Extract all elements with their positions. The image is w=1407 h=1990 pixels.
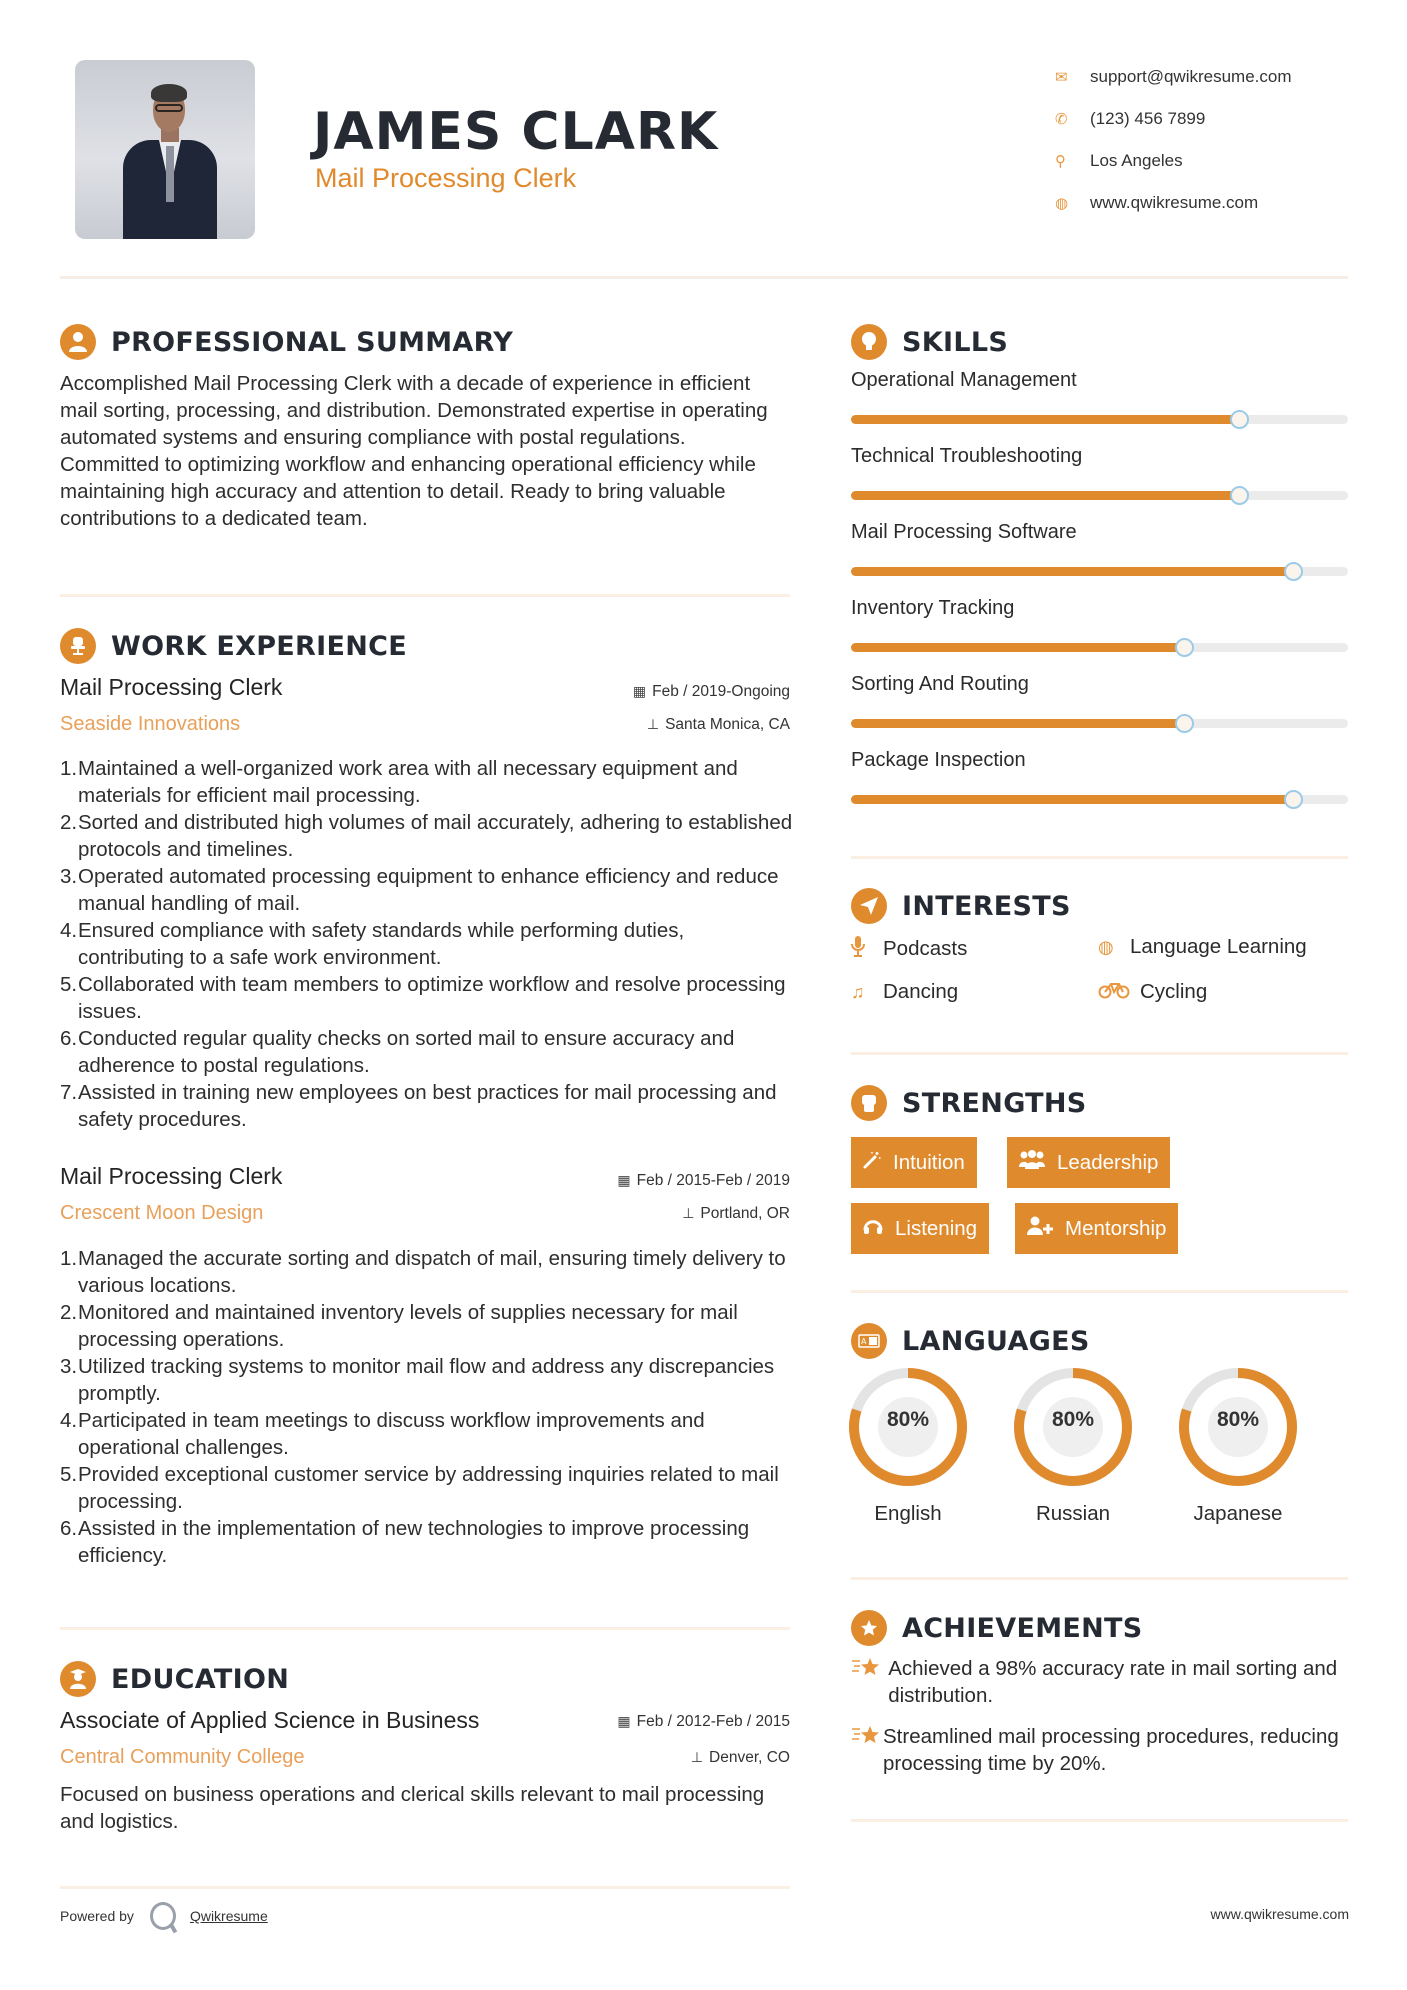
experience-heading	[60, 628, 407, 664]
section-divider	[851, 1819, 1348, 1822]
education-dates-value: Feb / 2012-Feb / 2015	[636, 1713, 790, 1730]
skill-slider-fill	[851, 567, 1293, 576]
headphones-icon	[863, 1217, 883, 1240]
skill-label: Mail Processing Software	[851, 521, 1077, 543]
languages-heading	[851, 1323, 1090, 1359]
duty-text: Participated in team meetings to discuss workflow improvements and operational challenges.	[78, 1409, 705, 1459]
language-percent: 80%	[886, 1408, 930, 1431]
skill-item	[851, 445, 1348, 500]
achievement-text: Achieved a 98% accuracy rate in mail sorting and distribution.	[888, 1657, 1338, 1707]
interest-item	[1098, 980, 1207, 1004]
skill-slider-fill	[851, 643, 1184, 652]
duty-number: 3.	[60, 865, 78, 888]
calendar-icon: ▦	[617, 1172, 631, 1188]
skill-slider-fill	[851, 719, 1184, 728]
section-divider	[851, 1290, 1348, 1293]
degree-title: Associate of Applied Science in Business	[60, 1707, 480, 1733]
interest-label: Language Learning	[1130, 935, 1307, 958]
achievement-item	[851, 1655, 1351, 1709]
skill-slider-track[interactable]	[851, 415, 1348, 424]
duty-number: 6.	[60, 1517, 78, 1540]
duty-number: 2.	[60, 811, 78, 834]
footer-website[interactable]: www.qwikresume.com	[1210, 1906, 1349, 1922]
calendar-icon: ▦	[617, 1713, 631, 1729]
experience-title: WORK EXPERIENCE	[111, 630, 407, 662]
job-location-value: Portland, OR	[700, 1205, 790, 1222]
job-dates	[633, 683, 790, 701]
interests-heading	[851, 888, 1071, 924]
language-item	[1012, 1366, 1134, 1526]
duty-item	[60, 1353, 795, 1407]
pushpin-icon: ⊥	[646, 716, 660, 732]
skill-slider-thumb[interactable]	[1175, 714, 1194, 733]
duty-text: Provided exceptional customer service by addressing inquiries related to mail processing.	[78, 1463, 779, 1513]
language-name: English	[874, 1502, 942, 1525]
duty-number: 1.	[60, 757, 78, 780]
user-plus-icon	[1027, 1216, 1053, 1241]
interest-item	[851, 935, 967, 962]
map-pin-icon: ⚲	[1055, 153, 1066, 170]
lightbulb-icon	[851, 324, 887, 360]
duty-item	[60, 1079, 795, 1133]
job-location-value: Santa Monica, CA	[665, 716, 790, 733]
language-item	[1177, 1366, 1299, 1526]
duty-text: Maintained a well-organized work area with all necessary equipment and materials for efficient mail processing.	[78, 757, 738, 807]
interest-label: Podcasts	[883, 936, 968, 960]
duty-item	[60, 1515, 795, 1569]
strength-chip	[851, 1137, 977, 1188]
section-divider	[851, 1577, 1348, 1580]
profile-photo	[75, 60, 255, 239]
duty-item	[60, 1245, 795, 1299]
summary-text: Accomplished Mail Processing Clerk with a decade of experience in efficient mail sorting, processing, and distribution. Demonstrated expertise in operating automated systems and ensuring compliance with postal regulations. Committed to optimizing workflow and enhancing operational efficiency while maintaining high accuracy and attention to detail. Ready to bring valuable contributions to a dedicated team.	[60, 372, 768, 530]
duty-item	[60, 1407, 795, 1461]
achievement-text: Streamlined mail processing procedures, reducing processing time by 20%.	[883, 1725, 1339, 1775]
skill-slider-track[interactable]	[851, 795, 1348, 804]
duty-text: Utilized tracking systems to monitor mail flow and address any discrepancies promptly.	[78, 1355, 775, 1405]
duty-item	[60, 1461, 795, 1515]
section-divider	[60, 1627, 790, 1630]
duty-text: Monitored and maintained inventory levels of supplies necessary for mail processing operations.	[78, 1301, 738, 1351]
contact-website[interactable]	[1055, 182, 1375, 224]
contact-phone	[1055, 98, 1375, 140]
qwikresume-link[interactable]: Qwikresume	[189, 1908, 268, 1924]
skill-item	[851, 749, 1348, 804]
strength-label: Mentorship	[1065, 1216, 1167, 1240]
skill-item	[851, 369, 1348, 424]
section-divider	[60, 594, 790, 597]
duty-number: 4.	[60, 1409, 78, 1432]
duty-text: Managed the accurate sorting and dispatch of mail, ensuring timely delivery to various locations.	[78, 1247, 786, 1297]
magic-wand-icon	[863, 1151, 881, 1174]
interest-item	[851, 980, 958, 1004]
contact-email-value[interactable]: support@qwikresume.com	[1090, 67, 1292, 86]
language-item	[847, 1366, 969, 1526]
duty-text: Assisted in the implementation of new technologies to improve processing efficiency.	[78, 1517, 750, 1567]
achievement-item	[851, 1723, 1351, 1777]
language-icon	[851, 1323, 887, 1359]
pushpin-icon: ⊥	[690, 1749, 704, 1765]
duty-item	[60, 1299, 795, 1353]
powered-by-label: Powered by	[60, 1908, 134, 1924]
duty-item	[60, 917, 795, 971]
globe-icon: ◍	[1055, 195, 1069, 212]
contact-location-value: Los Angeles	[1090, 151, 1183, 170]
duty-item	[60, 863, 795, 917]
chair-icon	[60, 628, 96, 664]
header-divider	[60, 276, 1348, 279]
education-location-value: Denver, CO	[709, 1749, 790, 1766]
footer-powered-by	[60, 1902, 268, 1930]
section-divider	[851, 856, 1348, 859]
photo-glasses	[155, 104, 183, 112]
strength-label: Leadership	[1057, 1150, 1159, 1174]
calendar-icon: ▦	[632, 683, 647, 699]
education-title: EDUCATION	[111, 1663, 290, 1695]
duty-number: 6.	[60, 1027, 78, 1050]
photo-tie	[166, 146, 174, 202]
strength-chip	[1007, 1137, 1170, 1188]
svg-text:A: A	[861, 1337, 867, 1346]
interests-title: INTERESTS	[902, 890, 1071, 922]
education-dates	[617, 1713, 790, 1731]
skill-slider-thumb[interactable]	[1175, 638, 1194, 657]
skill-label: Inventory Tracking	[851, 597, 1015, 619]
contact-email[interactable]	[1055, 56, 1375, 98]
language-name: Russian	[1035, 1502, 1111, 1525]
skill-item	[851, 673, 1348, 728]
skill-slider-track[interactable]	[851, 567, 1348, 576]
candidate-name: JAMES CLARK	[313, 102, 719, 162]
skills-title: SKILLS	[902, 326, 1009, 358]
summary-heading	[60, 324, 513, 360]
education-description: Focused on business operations and clerical skills relevant to mail processing and logistics.	[60, 1783, 765, 1833]
interest-label: Cycling	[1140, 980, 1208, 1003]
skill-label: Package Inspection	[851, 749, 1026, 771]
duty-item	[60, 755, 795, 809]
school-name: Central Community College	[60, 1746, 305, 1768]
strengths-heading	[851, 1085, 1087, 1121]
skill-label: Sorting And Routing	[851, 673, 1029, 695]
interest-label: Dancing	[883, 980, 959, 1003]
skill-slider-track[interactable]	[851, 491, 1348, 500]
duty-number: 4.	[60, 919, 78, 942]
duty-number: 3.	[60, 1355, 78, 1378]
duty-number: 5.	[60, 973, 78, 996]
duty-item	[60, 971, 795, 1025]
phone-icon: ✆	[1055, 111, 1068, 128]
pushpin-icon: ⊥	[682, 1205, 695, 1221]
duty-item	[60, 1025, 795, 1079]
languages-title: LANGUAGES	[902, 1325, 1090, 1357]
job-location	[682, 1205, 790, 1223]
language-percent: 80%	[1051, 1408, 1095, 1431]
paper-plane-icon	[851, 888, 887, 924]
education-heading	[60, 1661, 289, 1697]
job-title: Mail Processing Clerk	[60, 1163, 283, 1189]
job-duties	[60, 1245, 795, 1569]
skills-heading	[851, 324, 1008, 360]
skill-slider-thumb[interactable]	[1284, 790, 1303, 809]
contact-phone-value: (123) 456 7899	[1090, 109, 1206, 128]
duty-text: Assisted in training new employees on best practices for mail processing and safety procedures.	[78, 1081, 777, 1131]
star-badge-icon	[851, 1610, 887, 1646]
skill-slider-track[interactable]	[851, 643, 1348, 652]
bicycle-icon	[1098, 981, 1140, 1004]
job-dates-value: Feb / 2015-Feb / 2019	[636, 1172, 790, 1189]
music-icon: ♫	[851, 981, 865, 1002]
skill-slider-fill	[851, 491, 1239, 500]
skill-item	[851, 597, 1348, 652]
section-divider	[851, 1052, 1348, 1055]
skill-slider-thumb[interactable]	[1230, 410, 1249, 429]
skill-slider-fill	[851, 795, 1293, 804]
skill-slider-thumb[interactable]	[1284, 562, 1303, 581]
job-title: Mail Processing Clerk	[60, 674, 283, 700]
education-location	[691, 1749, 790, 1767]
job-location	[647, 716, 790, 734]
job-company: Crescent Moon Design	[60, 1202, 264, 1224]
globe-icon: ◍	[1098, 936, 1114, 957]
user-icon	[60, 324, 96, 360]
contact-location	[1055, 140, 1375, 182]
duty-text: Ensured compliance with safety standards while performing duties, contributing to a safe work environment.	[78, 919, 685, 969]
skill-slider-thumb[interactable]	[1230, 486, 1249, 505]
job-company: Seaside Innovations	[60, 713, 241, 735]
strength-chip	[851, 1203, 989, 1254]
qwikresume-logo-icon	[150, 1902, 176, 1930]
duty-text: Conducted regular quality checks on sorted mail to ensure accuracy and adherence to postal regulations.	[78, 1027, 735, 1077]
duty-text: Operated automated processing equipment to enhance efficiency and reduce manual handling of mail.	[78, 865, 779, 915]
strength-label: Intuition	[893, 1150, 965, 1174]
duty-item	[60, 809, 795, 863]
strengths-title: STRENGTHS	[902, 1087, 1087, 1119]
contact-list	[1055, 56, 1375, 224]
envelope-icon: ✉	[1055, 69, 1068, 86]
users-icon	[1019, 1150, 1045, 1175]
shooting-star-icon	[851, 1655, 888, 1709]
duty-number: 7.	[60, 1081, 78, 1104]
graduate-icon	[60, 1661, 96, 1697]
duty-text: Sorted and distributed high volumes of mail accurately, adhering to established protocols and timelines.	[78, 811, 793, 861]
skill-item	[851, 521, 1348, 576]
job-duties	[60, 755, 795, 1133]
strength-chip	[1015, 1203, 1178, 1254]
candidate-title: Mail Processing Clerk	[315, 163, 577, 193]
duty-number: 5.	[60, 1463, 78, 1486]
shooting-star-icon	[851, 1723, 883, 1777]
interest-item	[1098, 935, 1307, 959]
photo-hair	[151, 84, 187, 102]
language-percent: 80%	[1216, 1408, 1260, 1431]
duty-text: Collaborated with team members to optimize workflow and resolve processing issues.	[78, 973, 786, 1023]
microphone-icon	[851, 935, 883, 962]
achievements-heading	[851, 1610, 1143, 1646]
summary-title: PROFESSIONAL SUMMARY	[111, 326, 514, 358]
strength-label: Listening	[895, 1216, 978, 1240]
skill-slider-fill	[851, 415, 1239, 424]
duty-number: 1.	[60, 1247, 78, 1270]
fist-icon	[851, 1085, 887, 1121]
language-name: Japanese	[1193, 1502, 1283, 1525]
skill-slider-track[interactable]	[851, 719, 1348, 728]
skill-label: Technical Troubleshooting	[851, 445, 1083, 467]
achievements-title: ACHIEVEMENTS	[902, 1612, 1143, 1644]
contact-website-value[interactable]: www.qwikresume.com	[1090, 193, 1259, 212]
duty-number: 2.	[60, 1301, 78, 1324]
job-dates	[617, 1172, 790, 1190]
footer-divider	[60, 1886, 790, 1889]
skill-label: Operational Management	[851, 369, 1077, 391]
job-dates-value: Feb / 2019-Ongoing	[652, 683, 790, 700]
